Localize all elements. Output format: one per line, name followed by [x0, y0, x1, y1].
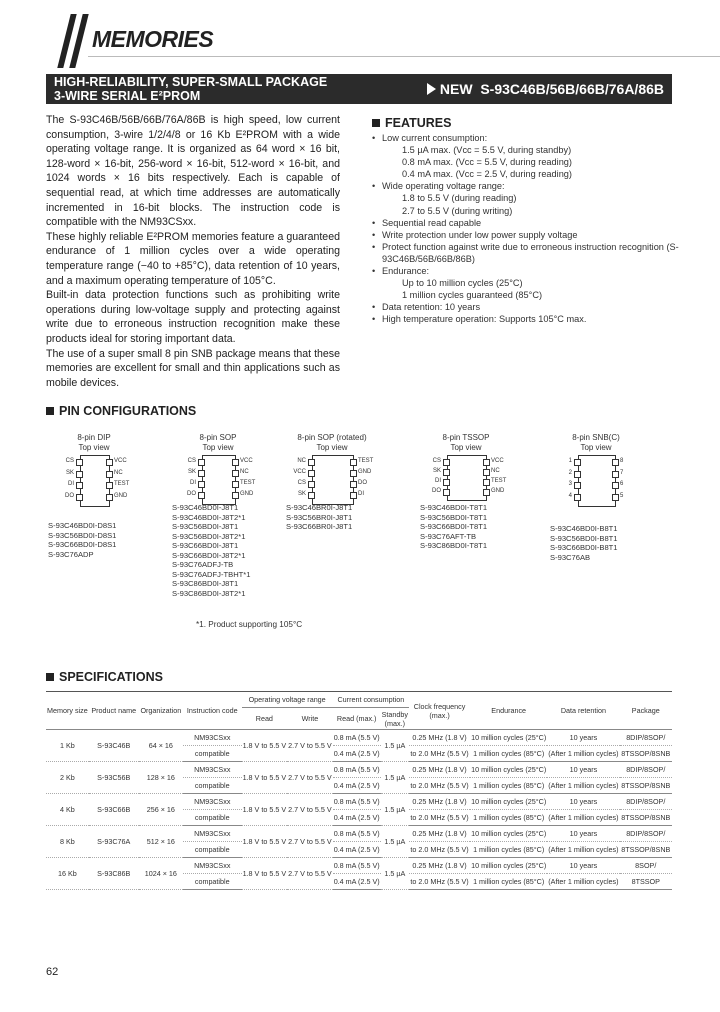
- col-header: Read (max.): [333, 708, 381, 730]
- part-number: S-93C66BD0I-J8T2*1: [172, 550, 246, 560]
- pin-label: VCC: [114, 458, 127, 464]
- part-number: S-93C66BD0I-B8T1: [550, 543, 618, 552]
- cell-standby-current: 1.5 µA: [381, 762, 409, 794]
- pin-label: CS: [187, 458, 196, 464]
- intro-paragraph: The use of a super small 8 pin SNB package means that these memories are excellent for small and thin applications such as mobile devices.: [46, 347, 340, 389]
- col-header: Endurance: [470, 692, 547, 730]
- feature-item: • Protect function against write due to erroneous instruction recognition (S-93C46B/56B/66B/86B): [372, 241, 702, 265]
- pin-label: TEST: [358, 458, 374, 464]
- part-number: S-93C66BD0I-J8T1: [172, 541, 239, 550]
- pin-marker: [350, 470, 357, 477]
- feature-subitem: Up to 10 million cycles (25°C): [402, 278, 523, 289]
- cell-endurance: 1 million cycles (85°C): [470, 874, 547, 890]
- pin-label: 7: [620, 469, 624, 476]
- specs-heading: SPECIFICATIONS: [46, 670, 163, 684]
- cell-organization: 1024 × 16: [139, 858, 183, 890]
- pin-label: 1: [568, 458, 572, 464]
- pin-label: VCC: [293, 469, 306, 475]
- cell-clock: 0.25 MHz (1.8 V): [409, 730, 470, 746]
- cell-clock: to 2.0 MHz (5.5 V): [409, 778, 470, 794]
- pin-label: SK: [432, 468, 441, 474]
- part-number: S-93C56BD0I-T8T1: [420, 512, 488, 522]
- cell-package: 8TSSOP/8SNB: [620, 746, 672, 762]
- cell-memory-size: 2 Kb: [46, 762, 89, 794]
- part-number: S-93C46BD0I-D8S1: [48, 521, 117, 530]
- cell-retention: 10 years: [547, 762, 619, 778]
- cell-read-current: 0.8 mA (5.5 V): [333, 730, 381, 746]
- footnote: *1. Product supporting 105°C: [196, 620, 303, 629]
- cell-endurance: 10 million cycles (25°C): [470, 826, 547, 842]
- pin-marker: [350, 459, 357, 466]
- product-name: S-93C46B/56B/66B/76A/86B: [480, 81, 664, 97]
- pin-label: DO: [358, 480, 367, 486]
- col-header: Read: [242, 708, 288, 730]
- pin-marker: [443, 479, 450, 486]
- pin-marker: [483, 489, 490, 496]
- cell-read-voltage: 1.8 V to 5.5 V: [242, 826, 288, 858]
- pin-label: DI: [435, 478, 441, 484]
- feature-subitem: 1.5 µA max. (Vcc = 5.5 V, during standby): [402, 145, 572, 156]
- cell-write-voltage: 2.7 V to 5.5 V: [287, 762, 333, 794]
- cell-clock: to 2.0 MHz (5.5 V): [409, 842, 470, 858]
- package-view: Top view: [450, 443, 482, 452]
- pin-marker: [198, 459, 205, 466]
- pin-marker: [350, 492, 357, 499]
- chip-body: [312, 455, 354, 505]
- part-number: S-93C66BR0I-J8T1: [286, 522, 353, 531]
- pin-label: CS: [65, 458, 74, 464]
- cell-read-voltage: 1.8 V to 5.5 V: [242, 730, 288, 762]
- pin-marker: [198, 470, 205, 477]
- col-header: Instruction code: [183, 692, 242, 730]
- cell-memory-size: 8 Kb: [46, 826, 89, 858]
- part-number: S-93C76ADP: [48, 549, 94, 559]
- pin-label: DI: [190, 480, 196, 486]
- pin-label: SK: [187, 469, 196, 475]
- feature-subitem: 0.8 mA max. (Vcc = 5.5 V, during reading): [402, 157, 572, 168]
- pin-label: GND: [491, 488, 505, 494]
- part-number: S-93C56BD0I-B8T1: [550, 533, 618, 543]
- cell-retention: 10 years: [547, 794, 619, 810]
- package-view: Top view: [580, 443, 612, 452]
- cell-instruction-code: compatible: [183, 778, 242, 794]
- pin-marker: [443, 489, 450, 496]
- cell-product: S-93C46B: [89, 730, 139, 762]
- pin-marker: [612, 471, 619, 478]
- feature-item: • Data retention: 10 years: [372, 301, 702, 313]
- pin-marker: [76, 494, 83, 501]
- package-name: 8-pin SOP (rotated): [297, 433, 367, 442]
- pin-label: 2: [568, 469, 572, 476]
- pin-label: DO: [65, 492, 74, 499]
- chip-body: [447, 455, 487, 501]
- cell-retention: 10 years: [547, 858, 619, 874]
- col-header: Operating voltage range: [242, 692, 333, 708]
- package-view: Top view: [78, 443, 110, 452]
- pin-marker: [198, 492, 205, 499]
- pin-label: CS: [432, 458, 441, 464]
- square-bullet-icon: [46, 673, 54, 681]
- col-header: Data retention: [547, 692, 619, 730]
- pin-marker: [612, 482, 619, 489]
- pin-label: 3: [568, 481, 572, 487]
- square-bullet-icon: [372, 119, 380, 127]
- cell-package: 8DIP/8SOP/: [620, 826, 672, 842]
- cell-retention: (After 1 million cycles): [547, 746, 619, 762]
- cell-standby-current: 1.5 µA: [381, 858, 409, 890]
- pin-label: 8: [620, 458, 624, 464]
- part-number: S-93C76AB: [550, 552, 591, 562]
- feature-item: • Sequential read capable: [372, 217, 702, 229]
- feature-subitem: 1 million cycles guaranteed (85°C): [402, 290, 543, 301]
- cell-package: 8DIP/8SOP/: [620, 762, 672, 778]
- part-number: S-93C66BD0I-D8S1: [48, 540, 117, 549]
- pin-marker: [612, 459, 619, 466]
- cell-endurance: 1 million cycles (85°C): [470, 810, 547, 826]
- pin-config-heading: PIN CONFIGURATIONS: [46, 404, 196, 418]
- table-row: [46, 826, 672, 842]
- pin-marker: [232, 470, 239, 477]
- cell-retention: (After 1 million cycles): [547, 874, 619, 890]
- cell-retention: (After 1 million cycles): [547, 842, 619, 858]
- pin-marker: [483, 459, 490, 466]
- intro-paragraph: These highly reliable E²PROM memories feature a guaranteed endurance of 1 million cycles over a wide operating temperature range (−40 to +85°C), data retention of 10 years, and a maximum operating temperature of 105°C.: [46, 230, 340, 287]
- cell-package: 8TSSOP/8SNB: [620, 842, 672, 858]
- cell-product: S-93C66B: [89, 794, 139, 826]
- pin-marker: [106, 459, 113, 466]
- cell-organization: 128 × 16: [139, 762, 183, 794]
- pin-marker: [76, 459, 83, 466]
- cell-organization: 512 × 16: [139, 826, 183, 858]
- cell-package: 8DIP/8SOP/: [620, 794, 672, 810]
- cell-read-current: 0.8 mA (5.5 V): [333, 858, 381, 874]
- pin-marker: [76, 471, 83, 478]
- pin-label: TEST: [114, 481, 130, 487]
- pin-marker: [308, 481, 315, 488]
- pin-label: 4: [568, 492, 572, 499]
- pin-label: SK: [297, 491, 306, 497]
- pin-marker: [198, 481, 205, 488]
- pin-marker: [106, 471, 113, 478]
- part-number: S-93C46BD0I-J8T1: [172, 503, 239, 512]
- package-name: 8-pin DIP: [77, 433, 111, 442]
- feature-item: • Write protection under low power supply voltage: [372, 229, 702, 241]
- pin-marker: [106, 494, 113, 501]
- cell-read-current: 0.8 mA (5.5 V): [333, 794, 381, 810]
- cell-clock: to 2.0 MHz (5.5 V): [409, 874, 470, 890]
- cell-instruction-code: NM93CSxx: [183, 858, 242, 874]
- cell-read-current: 0.4 mA (2.5 V): [333, 810, 381, 826]
- section-title: MEMORIES: [92, 26, 214, 52]
- square-bullet-icon: [46, 407, 54, 415]
- cell-memory-size: 4 Kb: [46, 794, 89, 826]
- pin-label: NC: [114, 469, 123, 476]
- part-number: S-93C46BD0I-J8T2*1: [172, 512, 246, 522]
- chip-body: [578, 455, 616, 507]
- cell-instruction-code: NM93CSxx: [183, 730, 242, 746]
- table-row: [46, 794, 672, 810]
- part-number: S-93C76ADFJ-TB: [172, 560, 234, 569]
- cell-instruction-code: NM93CSxx: [183, 826, 242, 842]
- cell-product: S-93C56B: [89, 762, 139, 794]
- cell-clock: 0.25 MHz (1.8 V): [409, 826, 470, 842]
- pin-label: DO: [187, 491, 196, 497]
- cell-clock: 0.25 MHz (1.8 V): [409, 858, 470, 874]
- pin-label: VCC: [491, 458, 504, 464]
- triangle-icon: [427, 83, 436, 95]
- cell-retention: 10 years: [547, 826, 619, 842]
- pin-label: GND: [358, 469, 372, 475]
- new-label: NEW: [439, 81, 473, 97]
- pin-marker: [308, 470, 315, 477]
- spec-table: [46, 691, 672, 890]
- pin-label: SK: [65, 469, 74, 476]
- part-number: S-93C66BD0I-T8T1: [420, 522, 488, 531]
- intro-text: [46, 113, 340, 390]
- cell-retention: (After 1 million cycles): [547, 778, 619, 794]
- cell-read-voltage: 1.8 V to 5.5 V: [242, 762, 288, 794]
- cell-endurance: 10 million cycles (25°C): [470, 762, 547, 778]
- part-number: S-93C86BD0I-T8T1: [420, 541, 488, 550]
- pin-marker: [574, 471, 581, 478]
- col-header: Product name: [89, 692, 139, 730]
- pin-label: NC: [297, 458, 306, 464]
- feature-subitem: 0.4 mA max. (Vcc = 2.5 V, during reading): [402, 169, 572, 180]
- feature-subitem: 1.8 to 5.5 V (during reading): [402, 193, 517, 204]
- cell-endurance: 1 million cycles (85°C): [470, 842, 547, 858]
- cell-write-voltage: 2.7 V to 5.5 V: [287, 794, 333, 826]
- package-name: 8-pin SOP: [199, 433, 237, 442]
- cell-clock: to 2.0 MHz (5.5 V): [409, 810, 470, 826]
- cell-read-voltage: 1.8 V to 5.5 V: [242, 858, 288, 890]
- title-bar: [46, 74, 672, 104]
- intro-paragraph: Built-in data protection functions such as prohibiting write operations during low-voltage supply and protecting against write due to erroneous instruction recognition make these products ideal for storing important data.: [46, 289, 340, 345]
- pin-label: VCC: [240, 458, 253, 464]
- pin-marker: [106, 482, 113, 489]
- cell-memory-size: 1 Kb: [46, 730, 89, 762]
- pin-marker: [483, 469, 490, 476]
- package-view: Top view: [316, 443, 348, 452]
- col-header: Clock frequency (max.): [409, 692, 470, 730]
- cell-read-voltage: 1.8 V to 5.5 V: [242, 794, 288, 826]
- pin-label: NC: [240, 469, 249, 475]
- cell-read-current: 0.4 mA (2.5 V): [333, 746, 381, 762]
- part-number: S-93C46BR0I-J8T1: [286, 503, 353, 512]
- cell-package: 8DIP/8SOP/: [620, 730, 672, 746]
- pin-marker: [76, 482, 83, 489]
- pin-marker: [308, 492, 315, 499]
- pin-marker: [574, 494, 581, 501]
- cell-read-current: 0.8 mA (5.5 V): [333, 826, 381, 842]
- cell-standby-current: 1.5 µA: [381, 826, 409, 858]
- cell-read-current: 0.4 mA (2.5 V): [333, 778, 381, 794]
- cell-clock: 0.25 MHz (1.8 V): [409, 794, 470, 810]
- pin-label: NC: [491, 468, 500, 474]
- feature-subitem: 2.7 to 5.5 V (during writing): [402, 205, 513, 216]
- part-number: S-93C46BD0I-B8T1: [550, 524, 618, 533]
- pin-label: TEST: [240, 480, 256, 486]
- part-number: S-93C86BD0I-J8T1: [172, 579, 239, 588]
- cell-endurance: 1 million cycles (85°C): [470, 746, 547, 762]
- pin-marker: [483, 479, 490, 486]
- pin-marker: [232, 492, 239, 499]
- features-list: [372, 132, 702, 326]
- pin-marker: [612, 494, 619, 501]
- part-number: S-93C76AFT-TB: [420, 531, 477, 541]
- pin-marker: [350, 481, 357, 488]
- feature-item: • Endurance:: [372, 265, 702, 277]
- part-number: S-93C56BD0I-J8T1: [172, 522, 239, 531]
- cell-package: 8SOP/: [620, 858, 672, 874]
- pin-marker: [232, 459, 239, 466]
- cell-instruction-code: NM93CSxx: [183, 762, 242, 778]
- package-name: 8-pin TSSOP: [442, 433, 490, 442]
- cell-retention: 10 years: [547, 730, 619, 746]
- cell-write-voltage: 2.7 V to 5.5 V: [287, 858, 333, 890]
- cell-standby-current: 1.5 µA: [381, 730, 409, 762]
- cell-retention: (After 1 million cycles): [547, 810, 619, 826]
- intro-paragraph: The S-93C46B/56B/66B/76A/86B is high speed, low current consumption, 3-wire 1/2/4/8 or 16 Kb E²PROM with a wide operating voltage range. It is organized as 64 word × 16 bit, 128-word × 16-bit, 256-word × 16-bit, 512-word × 16-bit, and 1024 words × 16 bits respectively. Each is capable of sequential read, at which time addresses are automatically incremented in 16-bit blocks. The instruction code is compatible with the NM93CSxx.: [46, 114, 340, 229]
- cell-clock: 0.25 MHz (1.8 V): [409, 762, 470, 778]
- pin-label: DI: [358, 491, 364, 497]
- pin-marker: [574, 482, 581, 489]
- package-name: 8-pin SNB(C): [572, 433, 620, 442]
- cell-product: S-93C86B: [89, 858, 139, 890]
- cell-organization: 256 × 16: [139, 794, 183, 826]
- pin-marker: [308, 459, 315, 466]
- cell-instruction-code: NM93CSxx: [183, 794, 242, 810]
- chip-body: [202, 455, 236, 505]
- pin-marker: [574, 459, 581, 466]
- pin-label: CS: [297, 480, 306, 486]
- cell-package: 8TSSOP/8SNB: [620, 810, 672, 826]
- cell-instruction-code: compatible: [183, 842, 242, 858]
- part-number: S-93C56BD0I-D8S1: [48, 530, 117, 540]
- col-header: Organization: [139, 692, 183, 730]
- cell-endurance: 10 million cycles (25°C): [470, 730, 547, 746]
- part-number: S-93C76ADFJ-TBHT*1: [172, 569, 251, 579]
- page-number: 62: [46, 966, 59, 978]
- col-header: Package: [620, 692, 672, 730]
- pin-label: GND: [114, 492, 128, 499]
- cell-read-current: 0.4 mA (2.5 V): [333, 874, 381, 890]
- feature-item: • High temperature operation: Supports 105°C max.: [372, 313, 702, 325]
- cell-instruction-code: compatible: [183, 810, 242, 826]
- cell-write-voltage: 2.7 V to 5.5 V: [287, 730, 333, 762]
- package-view: Top view: [202, 443, 234, 452]
- pin-label: GND: [240, 491, 254, 497]
- cell-clock: to 2.0 MHz (5.5 V): [409, 746, 470, 762]
- title-line1: HIGH-RELIABILITY, SUPER-SMALL PACKAGE: [54, 75, 328, 89]
- table-row: [46, 762, 672, 778]
- part-number: S-93C86BD0I-J8T2*1: [172, 588, 246, 598]
- cell-endurance: 1 million cycles (85°C): [470, 778, 547, 794]
- feature-item: • Wide operating voltage range:: [372, 180, 702, 192]
- cell-memory-size: 16 Kb: [46, 858, 89, 890]
- cell-endurance: 10 million cycles (25°C): [470, 858, 547, 874]
- pin-label: DI: [68, 481, 74, 487]
- part-number: S-93C56BR0I-J8T1: [286, 512, 353, 522]
- pin-marker: [232, 481, 239, 488]
- cell-package: 8TSSOP: [620, 874, 672, 890]
- cell-instruction-code: compatible: [183, 874, 242, 890]
- feature-item: • Low current consumption:: [372, 132, 702, 144]
- pin-marker: [443, 459, 450, 466]
- col-header: Standby (max.): [381, 709, 409, 728]
- cell-write-voltage: 2.7 V to 5.5 V: [287, 826, 333, 858]
- part-number: S-93C56BD0I-J8T2*1: [172, 531, 246, 541]
- pin-label: 5: [620, 492, 624, 499]
- cell-instruction-code: compatible: [183, 746, 242, 762]
- title-line2: 3-WIRE SERIAL E²PROM: [54, 89, 201, 103]
- cell-read-current: 0.4 mA (2.5 V): [333, 842, 381, 858]
- cell-package: 8TSSOP/8SNB: [620, 778, 672, 794]
- pin-label: TEST: [491, 478, 507, 484]
- part-number: S-93C46BD0I-T8T1: [420, 503, 488, 512]
- features-heading: FEATURES: [372, 116, 451, 130]
- col-header: Memory size: [46, 692, 89, 730]
- pin-marker: [443, 469, 450, 476]
- table-row: [46, 730, 672, 746]
- col-header: Write: [287, 708, 333, 730]
- cell-read-current: 0.8 mA (5.5 V): [333, 762, 381, 778]
- col-header: Current consumption: [333, 692, 409, 708]
- cell-product: S-93C76A: [89, 826, 139, 858]
- pin-label: 6: [620, 481, 624, 487]
- cell-standby-current: 1.5 µA: [381, 794, 409, 826]
- cell-endurance: 10 million cycles (25°C): [470, 794, 547, 810]
- table-row: [46, 858, 672, 874]
- pin-label: DO: [432, 488, 441, 494]
- header-rule: [88, 56, 720, 57]
- product-title: [427, 81, 664, 97]
- cell-organization: 64 × 16: [139, 730, 183, 762]
